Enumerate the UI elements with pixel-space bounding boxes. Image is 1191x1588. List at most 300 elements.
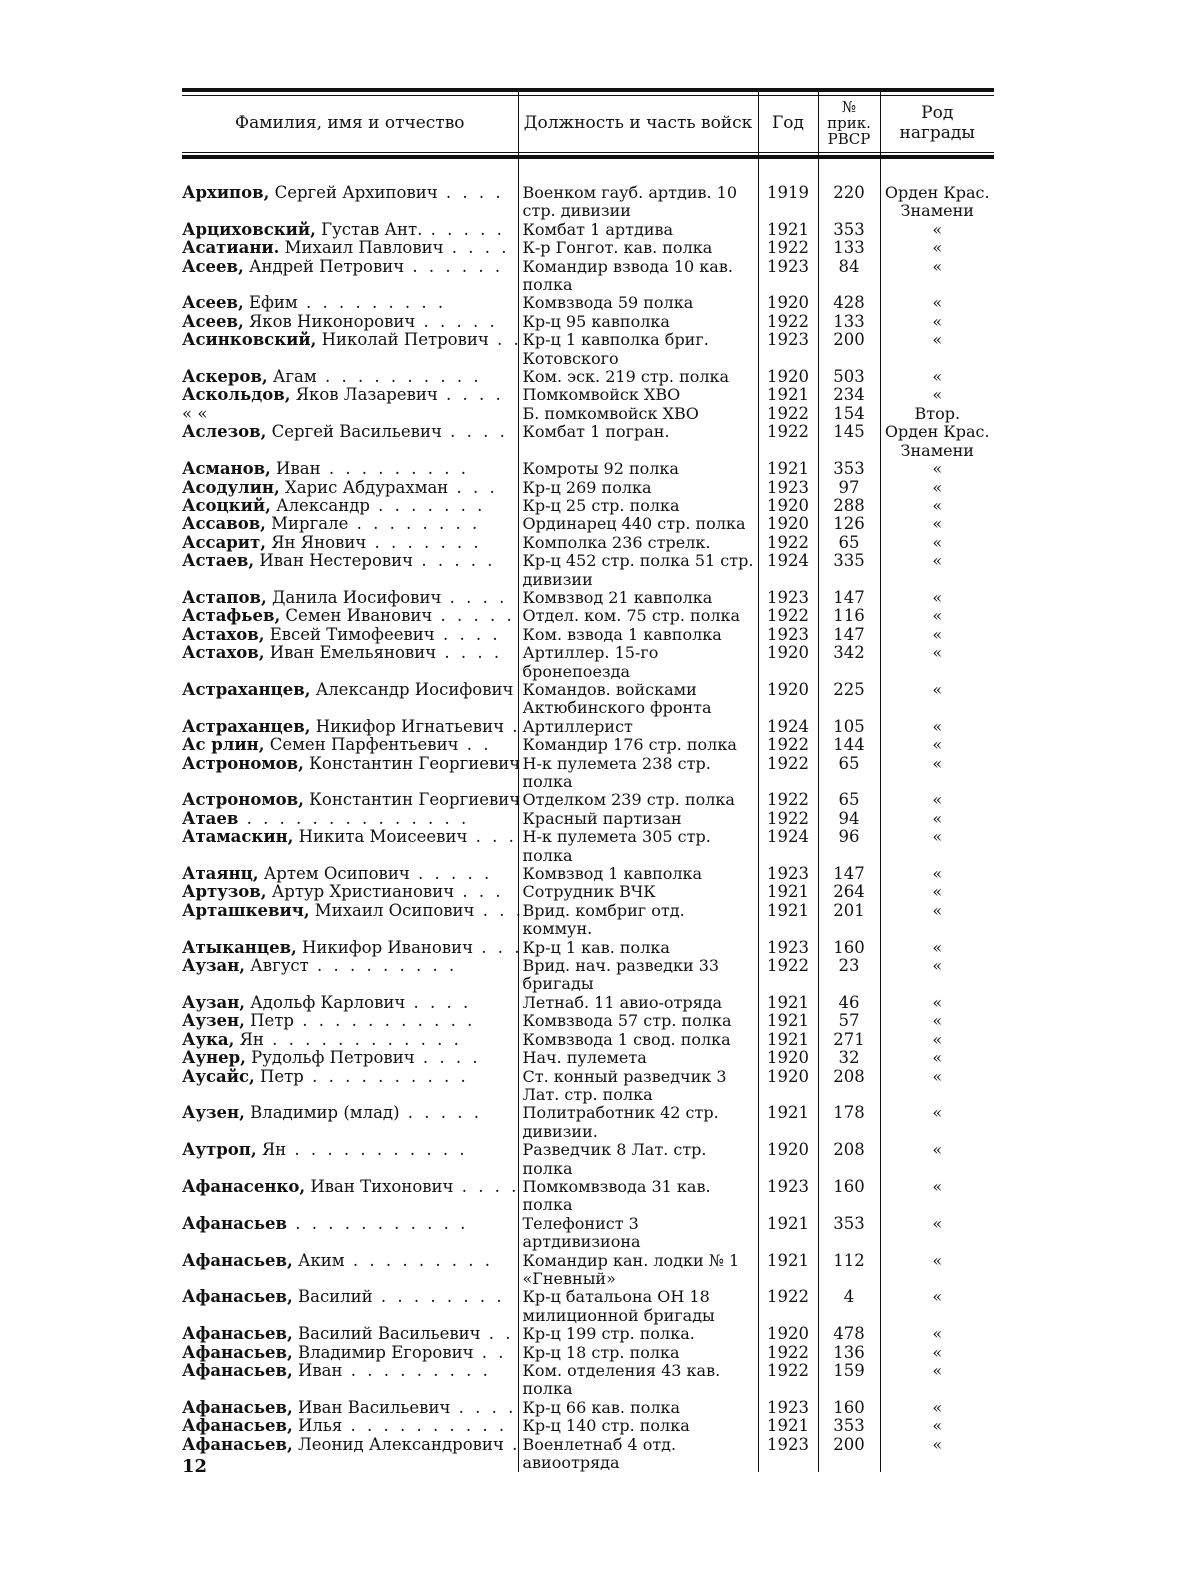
person-name-cell (182, 1417, 518, 1435)
person-given: « « (182, 403, 208, 423)
person-name-cell (182, 368, 518, 386)
person-given: Семен Парфентьевич (264, 735, 459, 755)
person-given: Данила Иосифович (266, 587, 442, 607)
person-surname: Астраханцев, (182, 679, 311, 699)
person-given: Ян Янович (265, 532, 367, 552)
award-type-cell: « (880, 1362, 994, 1399)
person-leader: . (504, 716, 521, 736)
table-row (182, 957, 994, 994)
person-surname: Афанасьев, (182, 1250, 293, 1270)
person-given: Иван Нестерович (254, 551, 414, 571)
year-cell: 1922 (758, 1344, 818, 1362)
order-number-cell: 105 (818, 718, 880, 736)
person-given: Никифор Игнатьевич (310, 716, 504, 736)
table-row (182, 1215, 994, 1252)
person-leader: . . . . . . . . (372, 1287, 505, 1307)
order-number-cell: 145 (818, 423, 880, 460)
person-given: Ян (256, 1140, 287, 1160)
year-cell: 1920 (758, 644, 818, 681)
person-surname: Аслезов, (182, 422, 267, 442)
person-given: Ян (234, 1029, 264, 1049)
person-leader: . . . . (453, 1176, 520, 1196)
order-number-cell: 353 (818, 1215, 880, 1252)
order-number-cell: 159 (818, 1362, 880, 1399)
table-row (182, 1252, 994, 1289)
position-cell: Командир 176 стр. полка (518, 736, 758, 754)
year-cell: 1923 (758, 258, 818, 295)
position-cell: Отдел. ком. 75 стр. полка (518, 607, 758, 625)
position-cell: Нач. пулемета (518, 1049, 758, 1067)
year-cell: 1923 (758, 1436, 818, 1473)
header-order-line3: РВСР (827, 130, 871, 148)
table-row (182, 1068, 994, 1105)
header-rule-thin (182, 152, 994, 153)
person-leader: . (503, 1434, 521, 1454)
position-cell: Кр-ц 199 стр. полка. (518, 1325, 758, 1343)
person-leader: . . . . . . (404, 256, 504, 276)
year-cell: 1920 (758, 681, 818, 718)
person-surname: Аутроп, (182, 1140, 257, 1160)
person-name-cell (182, 607, 518, 625)
order-number-cell: 178 (818, 1104, 880, 1141)
person-name-cell (182, 957, 518, 994)
position-cell: Комполка 236 стрелк. (518, 534, 758, 552)
position-cell: Комвзвода 57 стр. полка (518, 1012, 758, 1030)
person-given: Михаил Осипович (309, 900, 475, 920)
award-type-cell: « (880, 865, 994, 883)
person-leader: . . . . . . . . (348, 514, 481, 534)
award-type-cell: « (880, 902, 994, 939)
order-number-cell: 288 (818, 497, 880, 515)
position-cell: Комвзвод 1 кавполка (518, 865, 758, 883)
table-row (182, 258, 994, 295)
person-given: Константин Георгиевич (303, 753, 521, 773)
order-number-cell: 478 (818, 1325, 880, 1343)
position-cell: Отделком 239 стр. полка (518, 791, 758, 809)
position-cell: Командир кан. лодки № 1 «Гневный» (518, 1252, 758, 1289)
order-number-cell: 271 (818, 1031, 880, 1049)
person-leader: . . . . (441, 587, 508, 607)
person-name-cell (182, 1178, 518, 1215)
year-cell: 1921 (758, 1215, 818, 1252)
person-name-cell (182, 534, 518, 552)
order-number-cell: 112 (818, 1252, 880, 1289)
table-row (182, 386, 994, 404)
year-cell: 1921 (758, 221, 818, 239)
year-cell: 1923 (758, 939, 818, 957)
person-name-cell (182, 828, 518, 865)
person-leader: . . . . . . . . . (342, 1361, 491, 1380)
person-surname: Аузен, (182, 1103, 245, 1123)
award-type-cell: « (880, 294, 994, 312)
table-row (182, 1031, 994, 1049)
position-cell: Ком. взвода 1 кавполка (518, 626, 758, 644)
table-row (182, 736, 994, 754)
position-cell: Военком гауб. артдив. 10 стр. дивизии (518, 184, 758, 221)
award-type-cell: « (880, 1436, 994, 1473)
person-given: Яков Никонорович (243, 311, 416, 331)
order-number-cell: 65 (818, 534, 880, 552)
order-number-cell: 428 (818, 294, 880, 312)
table-row (182, 331, 994, 368)
year-cell: 1922 (758, 957, 818, 994)
person-given: Леонид Александрович (292, 1434, 504, 1454)
order-number-cell: 94 (818, 810, 880, 828)
table-row (182, 607, 994, 625)
position-cell: Комвзвода 1 свод. полка (518, 1031, 758, 1049)
page-number: 12 (182, 1456, 208, 1477)
person-surname: Архипов, (182, 183, 270, 202)
table-row (182, 902, 994, 939)
year-cell: 1920 (758, 368, 818, 386)
order-number-cell: 23 (818, 957, 880, 994)
person-leader: . . . . (437, 385, 504, 405)
person-name-cell (182, 405, 518, 423)
person-name-cell (182, 386, 518, 404)
person-name-cell (182, 552, 518, 589)
table-row (182, 1178, 994, 1215)
year-cell: 1922 (758, 755, 818, 792)
table-row (182, 368, 994, 386)
person-leader: . . . . (405, 992, 472, 1012)
person-surname: Артузов, (182, 882, 267, 902)
position-cell: Помкомвойск ХВО (518, 386, 758, 404)
table-row (182, 810, 994, 828)
person-name-cell (182, 937, 523, 957)
year-cell: 1920 (758, 1049, 818, 1067)
person-given: Василий Васильевич (292, 1324, 481, 1344)
award-type-cell: « (880, 755, 994, 792)
person-surname: Арташкевич, (182, 900, 310, 920)
person-name-cell (182, 1031, 518, 1049)
table-row (182, 1325, 994, 1343)
person-leader: . . . . . (422, 219, 505, 239)
order-number-cell: 65 (818, 755, 880, 792)
header-position: Должность и часть войск (518, 90, 758, 156)
person-given: Артем Осипович (258, 864, 410, 884)
person-surname: Асодулин, (182, 477, 280, 497)
award-type-cell: « (880, 736, 994, 754)
person-name-cell (182, 221, 518, 239)
table-row (182, 552, 994, 589)
year-cell: 1920 (758, 1325, 818, 1343)
award-type-cell: « (880, 1288, 994, 1325)
person-surname: Аунер, (182, 1048, 246, 1068)
person-given: Сергей Архипович (269, 183, 438, 202)
position-cell: Артиллер. 15-го бронепоезда (518, 644, 758, 681)
year-cell: 1921 (758, 883, 818, 901)
person-leader: . . . . (414, 1048, 481, 1068)
person-surname: Астаев, (182, 551, 255, 571)
order-number-cell: 220 (818, 184, 880, 221)
table-row (182, 294, 994, 312)
year-cell: 1922 (758, 1288, 818, 1325)
award-type-cell: « (880, 939, 994, 957)
person-surname: Атаянц, (182, 864, 259, 884)
person-name-cell (182, 479, 518, 497)
order-number-cell: 208 (818, 1141, 880, 1178)
award-type-cell: « (880, 331, 994, 368)
person-name-cell (182, 184, 518, 221)
person-given: Аким (292, 1250, 345, 1270)
person-given: Адольф Карлович (245, 992, 406, 1012)
person-name-cell (182, 423, 518, 460)
person-surname: Асеев, (182, 293, 244, 313)
person-surname: Асинковский, (182, 330, 317, 350)
award-type-cell: « (880, 221, 994, 239)
year-cell: 1924 (758, 828, 818, 865)
award-type-cell: « (880, 1399, 994, 1417)
award-type-cell: « (880, 313, 994, 331)
order-number-cell: 84 (818, 258, 880, 295)
person-name-cell (182, 626, 518, 644)
person-leader: . . . . . . . . . . . (293, 1011, 476, 1031)
position-cell: Сотрудник ВЧК (518, 883, 758, 901)
position-cell: Ком. отделения 43 кав. полка (518, 1362, 758, 1399)
person-surname: Ассавов, (182, 514, 266, 534)
order-number-cell: 353 (818, 460, 880, 478)
year-cell: 1922 (758, 405, 818, 423)
position-cell: Красный партизан (518, 810, 758, 828)
order-number-cell: 147 (818, 589, 880, 607)
position-cell: Телефонист 3 артдивизиона (518, 1215, 758, 1252)
order-number-cell: 147 (818, 626, 880, 644)
award-type-cell: « (880, 1141, 994, 1178)
position-cell: К-р Гонгот. кав. полка (518, 239, 758, 257)
person-given: Ефим (243, 293, 298, 313)
award-type-cell: « (880, 1252, 994, 1289)
person-leader: . . . . (443, 238, 510, 258)
award-type-cell: « (880, 479, 994, 497)
position-cell: Врид. нач. разведки 33 бригады (518, 957, 758, 994)
person-given: Яков Лазаревич (290, 385, 438, 405)
table-row (182, 497, 994, 515)
table-row (182, 1012, 994, 1030)
table-row (182, 1417, 994, 1435)
order-number-cell: 133 (818, 239, 880, 257)
award-type-cell: Втор. (880, 405, 994, 423)
person-leader: . . . . . . . . . (297, 293, 447, 313)
person-name-cell (182, 1104, 518, 1141)
person-given: Сергей Васильевич (266, 422, 442, 442)
person-surname: Аскеров, (182, 367, 268, 387)
person-surname: Атаев (182, 808, 239, 828)
award-type-cell: « (880, 460, 994, 478)
year-cell: 1923 (758, 1399, 818, 1417)
table-row (182, 405, 994, 423)
person-leader: . . . . . (399, 1103, 482, 1123)
award-type-cell: « (880, 810, 994, 828)
person-name-cell (182, 1288, 518, 1325)
person-surname: Аузен, (182, 1011, 245, 1031)
award-type-cell: « (880, 1178, 994, 1215)
award-type-cell: « (880, 1012, 994, 1030)
header-rule-thick (182, 155, 994, 159)
person-leader: . . . . (437, 183, 504, 202)
award-type-cell: « (880, 552, 994, 589)
person-name-cell (182, 497, 518, 515)
person-name-cell (182, 810, 518, 828)
year-cell: 1921 (758, 386, 818, 404)
person-name-cell (182, 1012, 518, 1030)
position-cell: Летнаб. 11 авио-отряда (518, 994, 758, 1012)
year-cell: 1923 (758, 331, 818, 368)
person-given: Илья (292, 1416, 343, 1436)
person-given: Александр Иосифович (310, 679, 514, 699)
year-cell: 1922 (758, 810, 818, 828)
person-surname: Афанасьев, (182, 1434, 293, 1454)
position-cell: Н-к пулемета 305 стр. полка (518, 828, 758, 865)
position-cell: Артиллерист (518, 718, 758, 736)
year-cell: 1922 (758, 736, 818, 754)
year-cell: 1922 (758, 1362, 818, 1399)
person-surname: Афанасьев, (182, 1416, 293, 1436)
order-number-cell: 116 (818, 607, 880, 625)
person-name-cell (182, 1068, 518, 1105)
person-name-cell (182, 753, 521, 792)
person-surname: Астраханцев, (182, 716, 311, 736)
person-given: Никифор Иванович (296, 937, 474, 957)
year-cell: 1920 (758, 497, 818, 515)
header-order (818, 90, 880, 156)
person-leader: . . . . . . . . . . (303, 1066, 469, 1086)
position-cell: Н-к пулемета 238 стр. полка (518, 755, 758, 792)
person-leader: . . (480, 1324, 514, 1344)
order-number-cell: 503 (818, 368, 880, 386)
position-cell: Б. помкомвойск ХВО (518, 405, 758, 423)
person-surname: Аука, (182, 1029, 235, 1049)
award-type-cell: « (880, 883, 994, 901)
order-number-cell: 46 (818, 994, 880, 1012)
position-cell: Ст. конный разведчик 3 Лат. стр. полка (518, 1068, 758, 1105)
header-order-line2: прик. (827, 114, 871, 132)
position-cell: Кр-ц батальона ОН 18 милиционной бригады (518, 1288, 758, 1325)
year-cell: 1923 (758, 479, 818, 497)
table-row (182, 479, 994, 497)
person-name-cell (182, 515, 518, 533)
award-type-cell: « (880, 1344, 994, 1362)
year-cell: 1921 (758, 1104, 818, 1141)
order-number-cell: 147 (818, 865, 880, 883)
table-row (182, 515, 994, 533)
table-row (182, 460, 994, 478)
order-number-cell: 133 (818, 313, 880, 331)
table-row (182, 626, 994, 644)
order-number-cell: 353 (818, 1417, 880, 1435)
person-name-cell (182, 994, 518, 1012)
person-name-cell (182, 1252, 518, 1289)
award-type-cell: « (880, 1049, 994, 1067)
person-surname: Аусайс, (182, 1066, 255, 1086)
person-name-cell (182, 865, 518, 883)
person-name-cell (182, 1215, 518, 1252)
person-given: Александр (270, 495, 370, 515)
award-type-cell: « (880, 497, 994, 515)
award-type-cell: « (880, 239, 994, 257)
person-name-cell (182, 681, 518, 718)
person-given: Артур Христианович (266, 882, 455, 902)
table-row (182, 239, 994, 257)
person-name-cell (182, 1325, 518, 1343)
person-surname: Асеев, (182, 256, 244, 276)
table-row (182, 939, 994, 957)
person-name-cell (182, 1049, 518, 1067)
person-surname: Астахов, (182, 643, 265, 663)
table-row (182, 1436, 994, 1473)
order-number-cell: 96 (818, 828, 880, 865)
award-type-cell: « (880, 368, 994, 386)
position-cell: Комбат 1 погран. (518, 423, 758, 460)
award-type-cell: « (880, 1417, 994, 1435)
person-given: Миргале (265, 514, 349, 534)
position-cell: Кр-ц 95 кавполка (518, 313, 758, 331)
person-leader: . . . . . . . (369, 495, 486, 515)
table-row (182, 313, 994, 331)
position-cell: Кр-ц 18 стр. полка (518, 1344, 758, 1362)
person-leader: . . . . . . . . . . . . . . (238, 808, 470, 828)
award-type-cell: « (880, 1104, 994, 1141)
person-name-cell (182, 1399, 518, 1417)
person-given: Андрей Петрович (243, 256, 405, 276)
person-given: Иван Тихонович (305, 1176, 454, 1196)
person-leader: . . . . . (415, 311, 498, 331)
table-row (182, 1288, 994, 1325)
person-leader: . . . . . (432, 606, 515, 626)
person-leader: . . . . (436, 643, 503, 663)
person-given: Иван (292, 1361, 343, 1380)
person-leader: . . (473, 1342, 507, 1362)
person-name-cell (182, 589, 518, 607)
person-name-cell (182, 900, 524, 939)
person-given: Евсей Тимофеевич (264, 624, 435, 644)
year-cell: 1923 (758, 626, 818, 644)
position-cell: Ординарец 440 стр. полка (518, 515, 758, 533)
person-name-cell (182, 736, 518, 754)
person-surname: Ассарит, (182, 532, 266, 552)
order-number-cell: 353 (818, 221, 880, 239)
person-leader: . . . . . . . . . (320, 459, 469, 479)
person-given: Иван (270, 459, 321, 479)
order-number-cell: 160 (818, 939, 880, 957)
person-given: Владимир Егорович (292, 1342, 474, 1362)
person-leader: . . . (454, 882, 504, 902)
table-row (182, 589, 994, 607)
person-name-cell (182, 330, 522, 368)
person-surname: Астапов, (182, 587, 267, 607)
person-given: Константин Георгиевич (303, 790, 521, 810)
person-given: Николай Петрович (316, 330, 489, 350)
person-leader: . . . . . . . . . . . (287, 1213, 469, 1233)
person-leader: . . . . . . . . . . . . (263, 1029, 462, 1049)
award-type-cell: « (880, 607, 994, 625)
person-leader: . . . (473, 937, 523, 957)
person-given: Василий (292, 1287, 373, 1307)
table-row (182, 534, 994, 552)
year-cell: 1921 (758, 1012, 818, 1030)
order-number-cell: 201 (818, 902, 880, 939)
person-given: Петр (244, 1011, 294, 1031)
table-body (182, 156, 994, 1472)
person-surname: Атамаскин, (182, 827, 294, 847)
person-name-cell (182, 258, 518, 295)
order-number-cell: 57 (818, 1012, 880, 1030)
order-number-cell: 4 (818, 1288, 880, 1325)
position-cell: Кр-ц 1 кав. полка (518, 939, 758, 957)
table-row (182, 755, 994, 792)
award-type-cell: « (880, 626, 994, 644)
position-cell: Помкомвзвода 31 кав. полка (518, 1178, 758, 1215)
order-number-cell: 200 (818, 331, 880, 368)
